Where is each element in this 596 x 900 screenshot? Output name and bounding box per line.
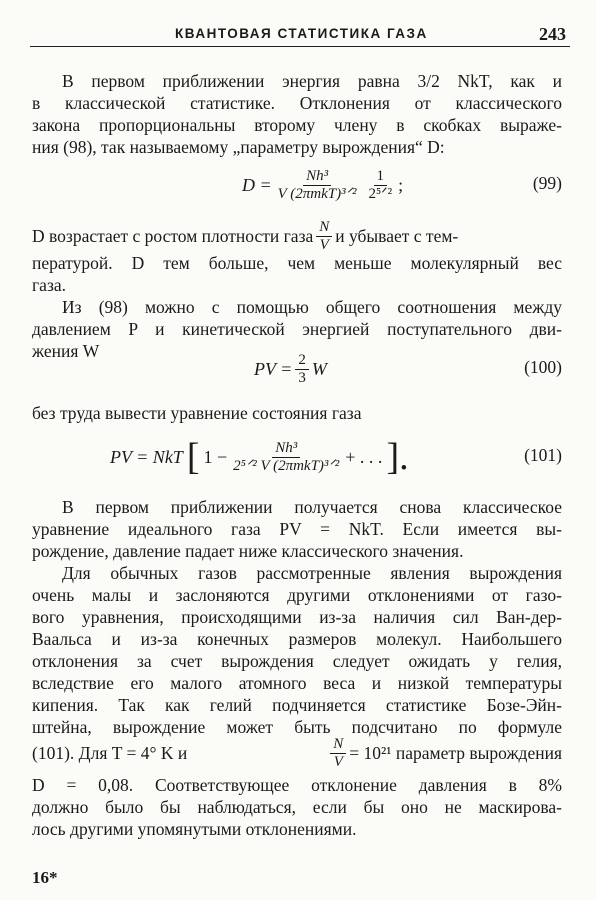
text-fragment: = 10²¹ параметр вырождения — [349, 743, 562, 763]
equation-99 — [32, 162, 562, 208]
eq101-tail: + . . . — [345, 447, 383, 467]
eq99-denominator: V (2πmkT)³ᐟ² — [277, 185, 357, 202]
text-fragment: D возрастает с ростом плотности газа — [32, 226, 314, 246]
eq99-fraction-2 — [365, 168, 395, 203]
text-line: отклонения за счет вырождения следует ожидать у гелия, — [32, 651, 562, 671]
equation-101 — [32, 434, 562, 480]
text-line: кипения. Так как гелий подчиняется статистике Бозе-Эйн- — [32, 695, 562, 715]
text-line: В первом приближении получается снова классическое — [62, 497, 562, 517]
text-line: В первом приближении энергия равна 3/2 NkT, как и — [62, 71, 562, 91]
signature-mark: 16* — [32, 868, 58, 887]
eq101-fraction — [230, 440, 342, 475]
text-line: вого уравнения, происходящими из-за наличия сил Ван-дер- — [32, 607, 562, 627]
text-line-with-fraction — [32, 220, 562, 252]
equation-number: (100) — [524, 357, 562, 377]
eq100-rhs: W — [311, 359, 327, 379]
eq101-denominator: 2⁵ᐟ² V (2πmkT)³ᐟ² — [233, 457, 340, 474]
eq101-close-bracket: ]. — [386, 436, 409, 478]
eq99-fraction — [275, 168, 360, 203]
density-numerator: N — [316, 219, 332, 237]
eq100-numerator: 2 — [295, 352, 309, 370]
page-header — [30, 22, 570, 47]
eq101-numerator: Nh³ — [272, 440, 300, 458]
density-denominator: V — [319, 236, 329, 253]
eq100-lhs: PV = — [254, 359, 293, 379]
text-fragment: и убывает с тем- — [335, 226, 459, 246]
text-line: газа. — [32, 275, 67, 295]
density-numerator: N — [330, 736, 346, 754]
eq99-numerator-2: 1 — [374, 168, 388, 186]
eq99-semicolon: ; — [398, 175, 404, 195]
text-line: штейна, вырождение может быть подсчитано по формуле — [32, 717, 562, 737]
eq100-fraction — [295, 352, 309, 387]
eq99-lhs: D = — [242, 175, 272, 195]
text-line: закона пропорциональны второму члену в скобках выраже- — [32, 115, 562, 135]
text-line: лось другими упомянутыми отклонениями. — [32, 819, 357, 839]
text-line: в классической статистике. Отклонения от классического — [32, 93, 562, 113]
eq100-denominator: 3 — [298, 369, 306, 386]
text-line: Для обычных газов рассмотренные явления вырождения — [62, 563, 562, 583]
equation-number: (101) — [524, 445, 562, 465]
text-fragment-group — [327, 736, 562, 771]
text-line: Ваальса и из-за конечных размеров молекул. Наибольшего — [32, 629, 562, 649]
eq101-lhs: PV = NkT — [110, 447, 183, 467]
equation-number: (99) — [532, 173, 562, 193]
eq101-one: 1 − — [203, 447, 228, 467]
text-line: Из (98) можно с помощью общего соотношения между — [62, 297, 562, 317]
text-line-with-fraction — [32, 736, 562, 770]
text-line: без труда вывести уравнение состояния газа — [32, 403, 362, 423]
density-denominator: V — [333, 753, 343, 770]
text-line: должно было бы наблюдаться, если бы оно не маскирова- — [32, 797, 562, 817]
density-fraction — [316, 219, 332, 254]
text-fragment: (101). Для T = 4° K и — [32, 743, 188, 763]
page-number: 243 — [539, 24, 566, 44]
text-line: давлением P и кинетической энергией поступательного дви- — [32, 319, 562, 339]
equation-100 — [32, 346, 562, 392]
text-line: жения W — [32, 341, 100, 361]
text-line: пературой. D тем больше, чем меньше молекулярный вес — [32, 253, 562, 273]
running-title: КВАНТОВАЯ СТАТИСТИКА ГАЗА — [175, 26, 428, 41]
eq99-denominator-2: 2⁵ᐟ² — [368, 185, 393, 202]
density-fraction — [330, 736, 346, 771]
eq99-numerator: Nh³ — [303, 168, 331, 186]
text-line: очень малы и заслоняются другими отклонениями от газо- — [32, 585, 562, 605]
text-line: D = 0,08. Соответствующее отклонение давления в 8% — [32, 775, 562, 795]
text-line: вследствие его малого атомного веса и низкой температуры — [32, 673, 562, 693]
text-line: ния (98), так называемому „параметру вырождения“ D: — [32, 137, 445, 157]
eq101-open-bracket: [ — [186, 436, 200, 478]
text-line: рождение, давление падает ниже классического значения. — [32, 541, 464, 561]
text-line: уравнение идеального газа PV = NkT. Если имеется вы- — [32, 519, 562, 539]
